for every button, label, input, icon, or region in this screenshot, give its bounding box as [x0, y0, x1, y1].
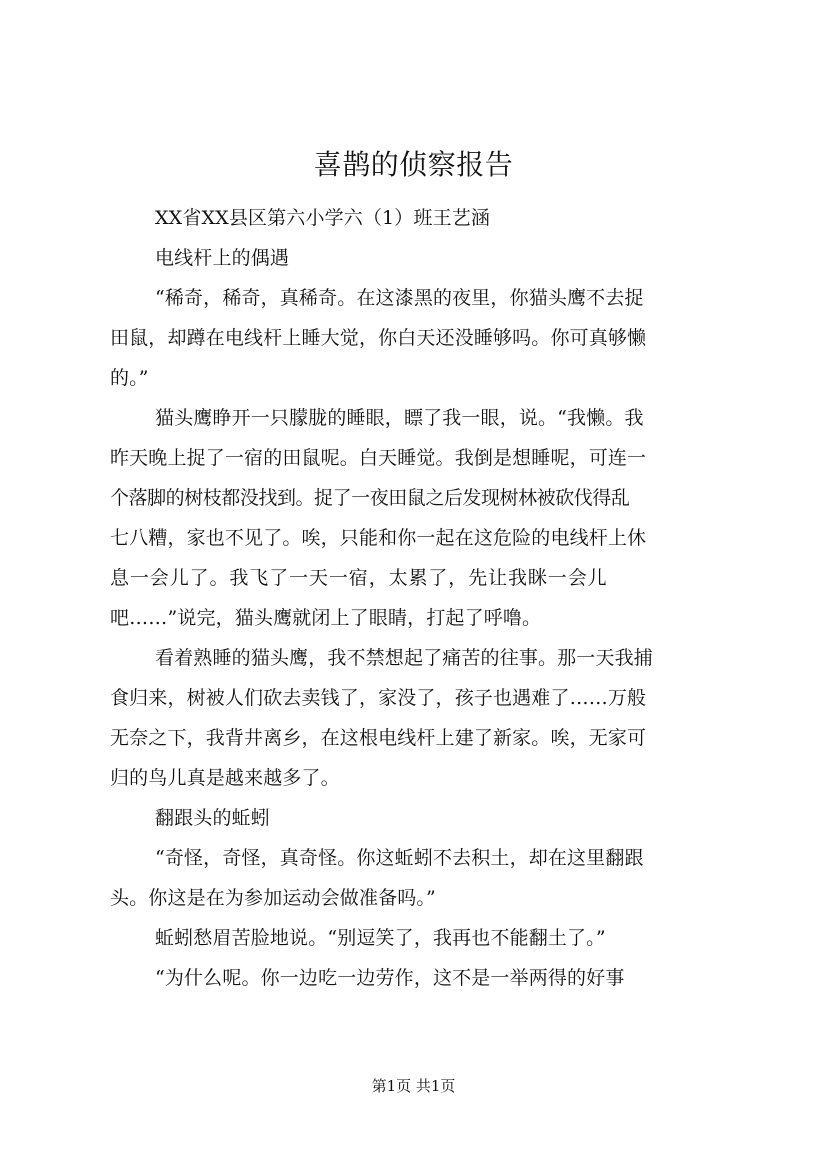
- page-footer: 第1页 共1页: [371, 1077, 456, 1095]
- document-title: 喜鹊的侦察报告: [313, 148, 514, 181]
- paragraph-line: 蚯蚓愁眉苦脸地说。“别逗笑了，我再也不能翻土了。”: [155, 927, 606, 949]
- paragraph-line: “为什么呢。你一边吃一边劳作，这不是一举两得的好事: [155, 967, 625, 989]
- author-line: XX省XX县区第六小学六（1）班王艺涵: [155, 207, 491, 229]
- paragraph-line: 七八糟，家也不见了。唉，只能和你一起在这危险的电线杆上休: [110, 527, 647, 549]
- paragraph-line: 个落脚的树枝都没找到。捉了一夜田鼠之后发现树林被砍伐得乱: [110, 487, 630, 509]
- paragraph-line: 食归来，树被人们砍去卖钱了，家没了，孩子也遇难了……万般: [110, 687, 647, 709]
- document-body: [110, 198, 726, 998]
- paragraph-line: 昨天晚上捉了一宿的田鼠呢。白天睡觉。我倒是想睡呢，可连一: [110, 447, 647, 469]
- section-heading: 电线杆上的偶遇: [155, 247, 290, 269]
- paragraph-line: 无奈之下，我背井离乡，在这根电线杆上建了新家。唉，无家可: [110, 727, 647, 749]
- paragraph-line: 吧……”说完，猫头鹰就闭上了眼睛，打起了呼噜。: [110, 607, 542, 629]
- paragraph-line: 头。你这是在为参加运动会做准备吗。”: [110, 887, 436, 909]
- paragraph-line: 归的鸟儿真是越来越多了。: [110, 767, 340, 789]
- paragraph-line: 息一会儿了。我飞了一天一宿，太累了，先让我眯一会儿: [110, 567, 608, 589]
- paragraph-line: “奇怪，奇怪，真奇怪。你这蚯蚓不去积土，却在这里翻跟: [155, 847, 644, 869]
- section-heading: 翻跟头的蚯蚓: [155, 807, 270, 829]
- paragraph-line: “稀奇，稀奇，真稀奇。在这漆黑的夜里，你猫头鹰不去捉: [155, 287, 644, 309]
- paragraph-line: 看着熟睡的猫头鹰，我不禁想起了痛苦的往事。那一天我捕: [155, 647, 653, 669]
- paragraph-line: 猫头鹰睁开一只朦胧的睡眼，瞟了我一眼，说。“我懒。我: [155, 407, 644, 429]
- paragraph-line: 田鼠，却蹲在电线杆上睡大觉，你白天还没睡够吗。你可真够懒: [110, 327, 647, 349]
- paragraph-line: 的。”: [110, 367, 149, 389]
